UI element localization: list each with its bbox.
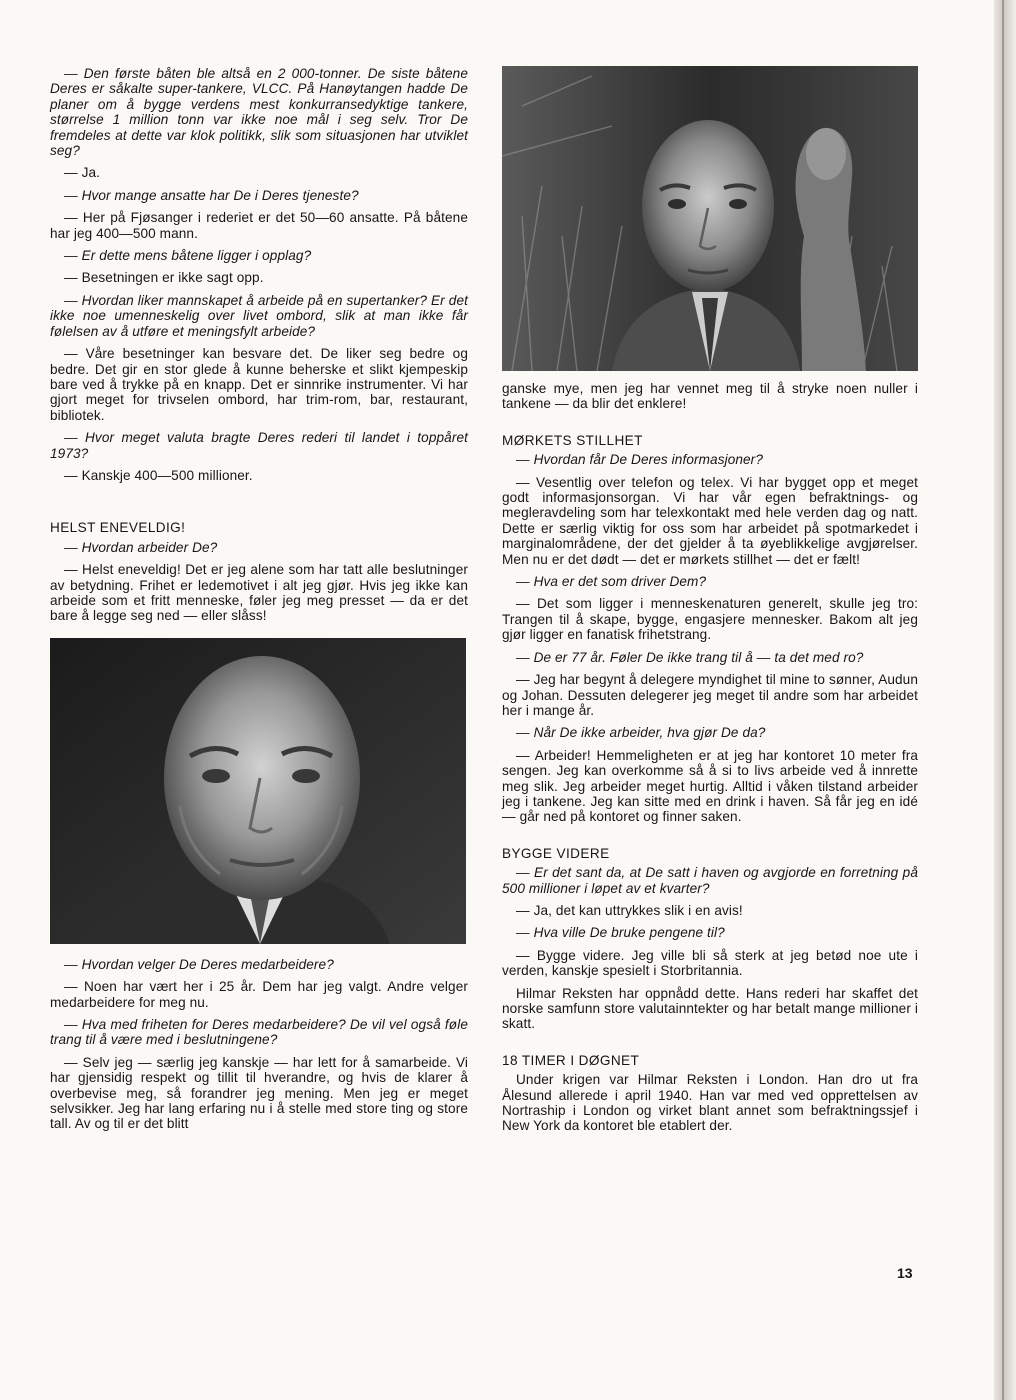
question-text: — Hvordan får De Deres informasjoner? (516, 452, 763, 468)
question-text: — De er 77 år. Føler De ikke trang til å — ta det med ro? (516, 649, 864, 665)
portrait-photo-outdoor (502, 66, 918, 371)
question-text: — Hva ville De bruke pengene til? (516, 925, 725, 941)
right-column (502, 66, 918, 1141)
question-text: — Hvordan liker mannskapet å arbeide på en supertanker? Er det ikke noe umenneskelig over livet ombord, slik at man ikke får følelsen av å utføre et meningsfylt arbeide? (50, 292, 468, 339)
question-text: — Hvordan arbeider De? (64, 539, 218, 555)
body-text: ganske mye, men jeg har vennet meg til å stryke noen nuller i tankene — da blir det enklere! (502, 381, 918, 412)
body-text: Under krigen var Hilmar Reksten i London. Han dro ut fra Ålesund allerede i april 1940. Han var med ved opprettelsen av Nortraship i London og virket blant annet som befraktningssjef i New York da kontoret ble etablert der. (502, 1072, 918, 1134)
answer-text: — Kanskje 400—500 millioner. (64, 467, 253, 483)
answer-text: — Arbeider! Hemmeligheten er at jeg har kontoret 10 meter fra sengen. Jeg kan overkomme så å si to livs arbeide ved å innrette meg slik. Jeg arbeider meget hurtig. Alltid i våken tilstand arbeider jeg i tankene. Jeg kan sitte med en drink i haven. Så får jeg en idé — går ned på kontoret og finner saken. (502, 747, 918, 825)
answer-text: — Noen har vært her i 25 år. Dem har jeg valgt. Andre velger medarbeidere for meg nu. (50, 979, 468, 1010)
question-text: — Når De ikke arbeider, hva gjør De da? (516, 725, 766, 741)
answer-text: — Jeg har begynt å delegere myndighet til mine to sønner, Audun og Johan. Dessuten delegerer jeg meget til andre som har arbeidet her i mange år. (502, 672, 918, 718)
question-text: — Hva med friheten for Deres medarbeidere? De vil vel også føle trang til å være med i beslutningene? (50, 1017, 468, 1048)
answer-text: — Ja. (64, 165, 101, 181)
page-fold-line (1002, 0, 1004, 1400)
section-heading: BYGGE VIDERE (502, 845, 610, 861)
question-text: — Er det sant da, at De satt i haven og avgjorde en forretning på 500 millioner i løpet av et kvarter? (502, 865, 918, 896)
answer-text: — Her på Fjøsanger i rederiet er det 50—60 ansatte. På båtene har jeg 400—500 mann. (50, 210, 468, 241)
body-text: Hilmar Reksten har oppnådd dette. Hans rederi har skaffet det norske samfunn store valutainntekter og har betalt mange millioner i skatt. (502, 985, 918, 1032)
question-text: — Hvor mange ansatte har De i Deres tjeneste? (64, 187, 359, 203)
answer-text: — Ja, det kan uttrykkes slik i en avis! (516, 902, 743, 918)
left-column (50, 66, 468, 1139)
section-heading: HELST ENEVELDIG! (50, 520, 186, 536)
page-number: 13 (897, 1265, 913, 1281)
question-text: — Hvor meget valuta bragte Deres rederi til landet i toppåret 1973? (50, 430, 468, 461)
page-edge (994, 0, 1016, 1400)
answer-text: — Helst eneveldig! Det er jeg alene som har tatt alle beslutninger av betydning. Frihet er ledemotivet i alt jeg gjør. Hvis jeg ikke kan arbeide som et fritt menneske, føler jeg meg presset — da er det bare å legge seg ned — eller slåss! (50, 562, 468, 624)
section-heading: 18 TIMER I DØGNET (502, 1052, 640, 1068)
answer-text: — Besetningen er ikke sagt opp. (64, 270, 264, 286)
question-text: — Den første båten ble altså en 2 000-tonner. De siste båtene Deres er såkalte super-tankere, VLCC. På Hanøytangen hadde De planer om å bygge verdens mest konkurransedyktige tankere, størrelse 1 million tonn var ikke noe mål i seg selv. Tror De fremdeles at dette var klok politikk, slik som situasjonen har utviklet seg? (50, 66, 468, 159)
portrait-photo-closeup (50, 638, 466, 944)
answer-text: — Vesentlig over telefon og telex. Vi har bygget opp et meget godt informasjonsorgan. Vi har vår egen befraktnings- og megleravdeling som har telexkontakt med hele verden dag og natt. Dette er særlig viktig for oss som har arbeidet på spotmarkedet i marginalområdene, der det gjelder å ta øyeblikkelige avgjørelser. Men nu er det dødt — det er mørkets stillhet — det er fælt! (502, 474, 918, 567)
answer-text: — Selv jeg — særlig jeg kanskje — har lett for å samarbeide. Vi har gjensidig respekt og tillit til hverandre, og hvis de klarer å overbevise meg, så forandrer jeg mening. Men jeg er meget selvsikker. Jeg har lang erfaring nu i å stelle med store ting og store tall. Av og til er det blitt (50, 1054, 468, 1132)
answer-text: — Bygge videre. Jeg ville bli så sterk at jeg betød noe ute i verden, kanskje spesielt i Storbritannia. (502, 947, 918, 979)
question-text: — Er dette mens båtene ligger i opplag? (64, 248, 312, 264)
question-text: — Hvordan velger De Deres medarbeidere? (64, 956, 334, 972)
answer-text: — Det som ligger i menneskenaturen generelt, skulle jeg tro: Trangen til å skape, bygge, engasjere mennesker. Bakom alt jeg gjør ligger en fanatisk frihetstrang. (502, 596, 918, 643)
answer-text: — Våre besetninger kan besvare det. De liker seg bedre og bedre. Det gir en stor glede å kunne beherske et slikt kjempeskip bare ved å trykke på en knapp. Det er sinnrike instrumenter. Vi har gjort meget for trivselen ombord, har trim-rom, bar, restaurant, bibliotek. (50, 346, 468, 423)
question-text: — Hva er det som driver Dem? (516, 574, 707, 590)
section-heading: MØRKETS STILLHET (502, 432, 643, 448)
